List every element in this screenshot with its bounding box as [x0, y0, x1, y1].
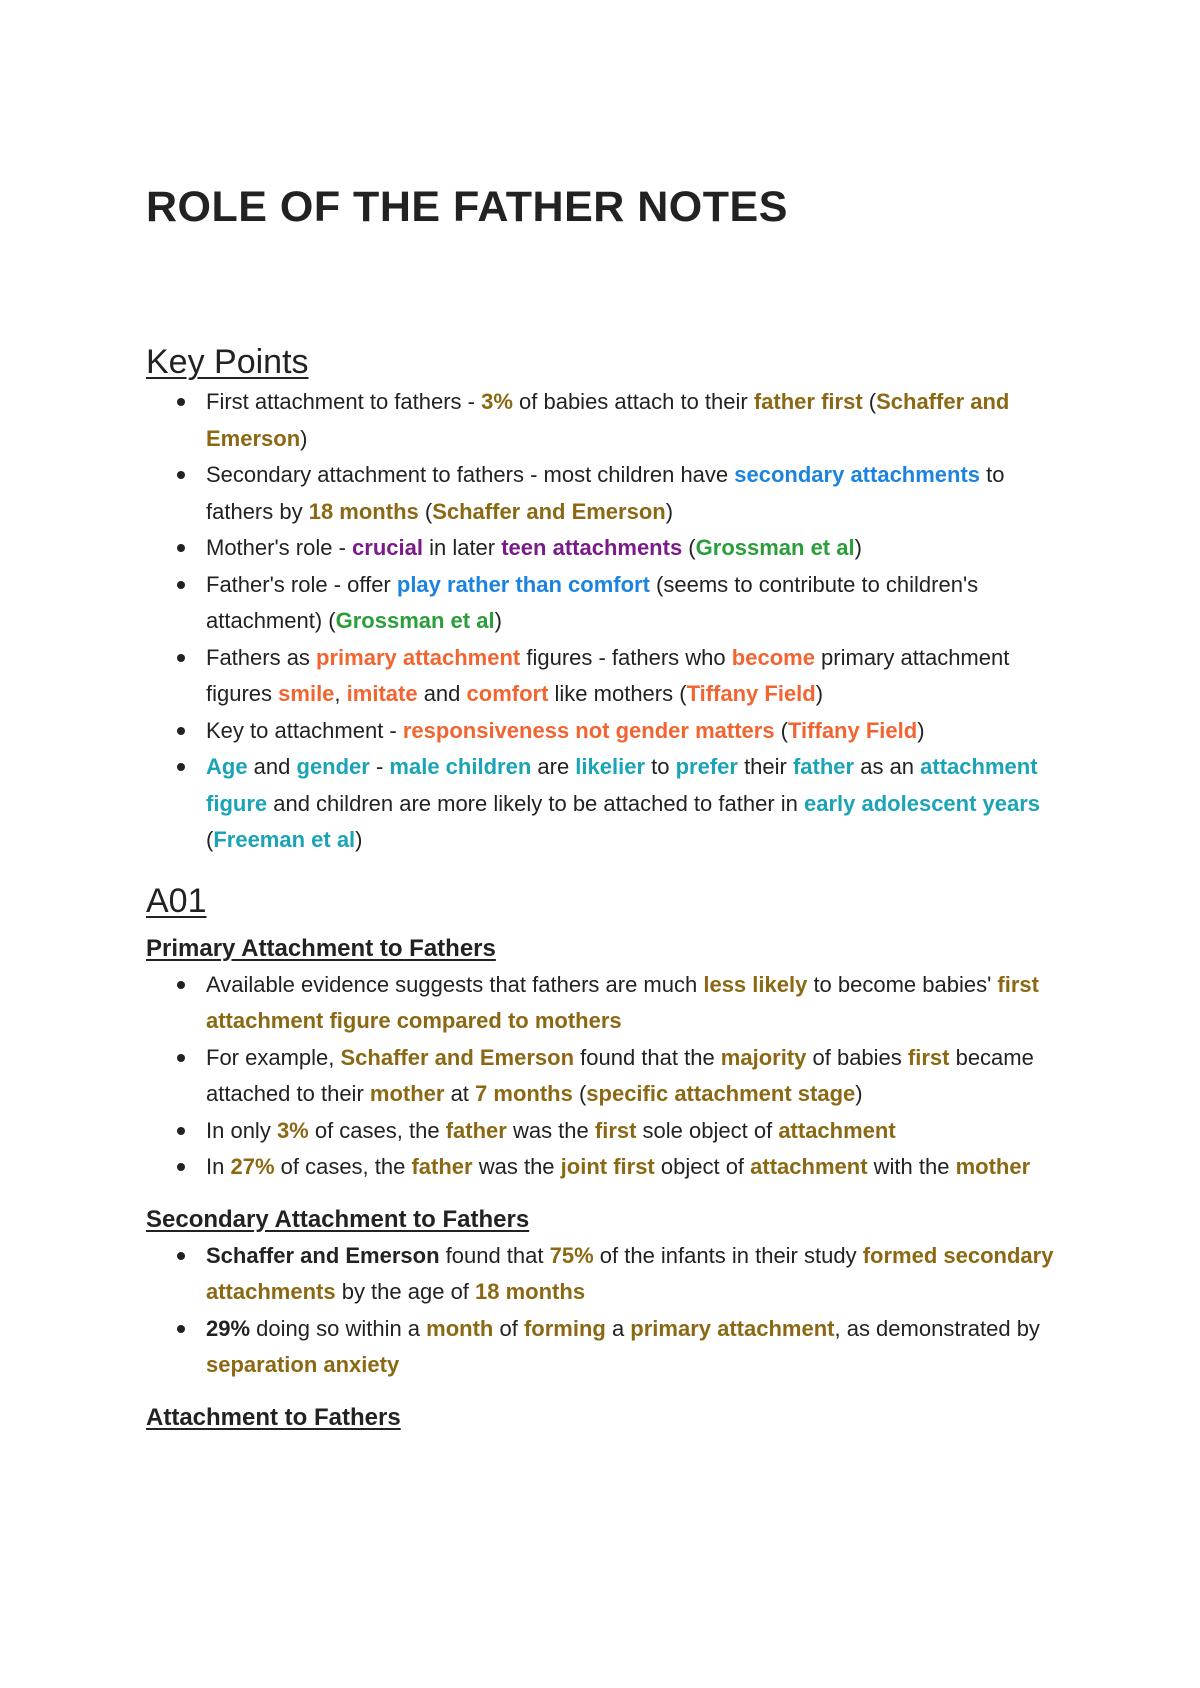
highlighted-term: primary attachment — [630, 1315, 835, 1341]
a01-section — [146, 879, 1076, 1436]
highlighted-term: Grossman et al — [695, 535, 855, 560]
item-text: ) — [854, 535, 862, 560]
highlighted-term: less likely — [703, 971, 808, 997]
highlighted-term: first — [594, 1117, 637, 1143]
primary-attachment-heading: Primary Attachment to Fathers — [146, 934, 496, 962]
item-text: in later — [422, 535, 502, 560]
item-text: ( — [774, 717, 789, 743]
item-text: of cases, the — [308, 1117, 446, 1143]
highlighted-term: Schaffer and Emerson — [432, 498, 666, 524]
highlighted-term: Grossman et al — [335, 608, 495, 633]
a01-heading: A01 — [146, 881, 207, 920]
item-text: and — [247, 754, 297, 779]
highlighted-term: comfort — [466, 681, 549, 706]
item-text: of babies — [806, 1044, 908, 1070]
key-points-list — [146, 384, 1076, 859]
secondary-attachment-heading: Secondary Attachment to Fathers — [146, 1205, 530, 1233]
highlighted-term: forming — [523, 1315, 606, 1341]
highlighted-term: first — [907, 1044, 950, 1070]
item-text: Mother's role - — [206, 535, 353, 560]
highlighted-term: imitate — [346, 681, 418, 706]
item-text: ) — [665, 498, 674, 524]
list-item — [146, 1238, 1076, 1311]
item-text: , — [334, 681, 347, 706]
item-text: are — [531, 754, 576, 779]
highlighted-term: separation anxiety — [206, 1352, 400, 1377]
list-item — [146, 967, 1076, 1040]
highlighted-term: attachment — [778, 1117, 896, 1143]
item-text: Father's role - offer — [206, 571, 397, 597]
item-text: ) — [815, 681, 824, 706]
highlighted-term: 27% — [230, 1154, 275, 1179]
item-text: (seems to contribute to children's attachment) ( — [206, 571, 979, 633]
page-title: ROLE OF THE FATHER NOTES — [146, 183, 788, 231]
highlighted-term: crucial — [352, 535, 423, 560]
highlighted-term: Age — [206, 754, 248, 779]
item-text: In — [206, 1154, 231, 1179]
list-item — [146, 457, 1076, 530]
highlighted-term: mother — [369, 1081, 445, 1106]
highlighted-term: 18 months — [475, 1279, 586, 1304]
item-text: ) — [855, 1081, 863, 1106]
highlighted-term: play rather than comfort — [396, 571, 650, 597]
item-text: with the — [867, 1154, 956, 1179]
list-item — [146, 567, 1076, 640]
item-text: For example, — [206, 1044, 341, 1070]
highlighted-term: male children — [389, 754, 532, 779]
item-text: a — [605, 1315, 631, 1341]
item-text: at — [444, 1081, 476, 1106]
item-text: ) — [300, 425, 308, 451]
highlighted-term: 3% — [276, 1117, 309, 1143]
item-text: ( — [418, 498, 433, 524]
highlighted-term: secondary attachments — [734, 462, 981, 487]
highlighted-term: first attachment figure compared to mothers — [206, 971, 1039, 1033]
highlighted-term: primary attachment — [316, 644, 521, 670]
highlighted-term: specific attachment stage — [586, 1081, 856, 1106]
item-text: ( — [682, 535, 696, 560]
item-text: to become babies' — [807, 971, 998, 997]
item-text: Secondary attachment to fathers - most children have — [206, 462, 735, 487]
item-text: object of — [654, 1154, 751, 1179]
item-text: ( — [206, 827, 214, 852]
highlighted-term: become — [731, 644, 815, 670]
highlighted-term: responsiveness not gender matters — [402, 717, 775, 743]
list-item — [146, 1149, 1076, 1186]
item-text: ) — [355, 827, 363, 852]
item-text: of babies attach to their — [512, 389, 754, 414]
list-item — [146, 530, 1076, 567]
highlighted-term: attachment — [750, 1154, 868, 1179]
list-item — [146, 640, 1076, 713]
highlighted-term: joint first — [560, 1154, 655, 1179]
item-text: figures - fathers who — [520, 644, 732, 670]
item-text: In only — [206, 1117, 277, 1143]
item-text: ) — [494, 608, 502, 633]
item-text: - — [369, 754, 390, 779]
highlighted-term: 18 months — [308, 498, 419, 524]
item-text: of the infants in their study — [593, 1242, 863, 1268]
highlighted-term: prefer — [675, 754, 738, 779]
list-item — [146, 1311, 1076, 1384]
item-text: , as demonstrated by — [834, 1315, 1040, 1341]
list-item — [146, 749, 1076, 859]
highlighted-term: 3% — [481, 389, 513, 414]
highlighted-term: Schaffer and Emerson — [206, 389, 1010, 451]
highlighted-term: Tiffany Field — [788, 717, 918, 743]
highlighted-term: father first — [753, 389, 863, 414]
item-text: primary attachment figures — [206, 644, 1010, 706]
item-text: ( — [572, 1081, 587, 1106]
highlighted-term: Tiffany Field — [686, 681, 816, 706]
item-text: to fathers by — [206, 462, 1005, 524]
item-text: was the — [506, 1117, 595, 1143]
item-text: of — [493, 1315, 524, 1341]
item-text: Key to attachment - — [206, 717, 403, 743]
item-text: as an — [854, 754, 921, 779]
item-text: and children are more likely to be attached to father in — [267, 790, 804, 816]
highlighted-term: formed secondary attachments — [206, 1242, 1054, 1304]
document-body — [146, 340, 1076, 1436]
highlighted-term: smile — [278, 681, 335, 706]
item-text: found that — [439, 1242, 550, 1268]
secondary-attachment-list — [146, 1238, 1076, 1384]
item-text: their — [737, 754, 793, 779]
key-points-section — [146, 340, 1076, 859]
highlighted-term: 29% — [206, 1315, 251, 1341]
highlighted-term: attachment figure — [206, 754, 1038, 816]
item-text: Fathers as — [206, 644, 317, 670]
item-text: Available evidence suggests that fathers are much — [206, 971, 704, 997]
highlighted-term: month — [426, 1315, 494, 1341]
highlighted-term: father — [445, 1117, 507, 1143]
item-text: First attachment to fathers - — [206, 389, 482, 414]
item-text: was the — [472, 1154, 561, 1179]
attachment-to-fathers-heading: Attachment to Fathers — [146, 1403, 401, 1431]
key-points-heading: Key Points — [146, 343, 309, 381]
highlighted-term: teen attachments — [501, 535, 683, 560]
item-text: became attached to their — [206, 1044, 1034, 1106]
highlighted-term: Schaffer and Emerson — [206, 1242, 440, 1268]
list-item — [146, 1113, 1076, 1150]
item-text: found that the — [574, 1044, 721, 1070]
highlighted-term: father — [792, 754, 855, 779]
highlighted-term: likelier — [575, 754, 646, 779]
highlighted-term: father — [411, 1154, 473, 1179]
highlighted-term: 7 months — [475, 1081, 573, 1106]
list-item — [146, 1040, 1076, 1113]
item-text: sole object of — [636, 1117, 779, 1143]
item-text: doing so within a — [250, 1315, 427, 1341]
highlighted-term: Schaffer and Emerson — [340, 1044, 575, 1070]
highlighted-term: Freeman et al — [213, 827, 356, 852]
list-item — [146, 384, 1076, 457]
highlighted-term: 75% — [549, 1242, 594, 1268]
item-text: by the age of — [335, 1279, 476, 1304]
list-item — [146, 713, 1076, 750]
item-text: and — [417, 681, 467, 706]
primary-attachment-list — [146, 967, 1076, 1186]
highlighted-term: gender — [296, 754, 370, 779]
highlighted-term: majority — [720, 1044, 807, 1070]
highlighted-term: early adolescent years — [804, 790, 1041, 816]
item-text: ( — [862, 389, 877, 414]
item-text: to — [645, 754, 676, 779]
item-text: like mothers ( — [548, 681, 687, 706]
item-text: ) — [917, 717, 925, 743]
item-text: of cases, the — [274, 1154, 412, 1179]
highlighted-term: mother — [955, 1154, 1031, 1179]
